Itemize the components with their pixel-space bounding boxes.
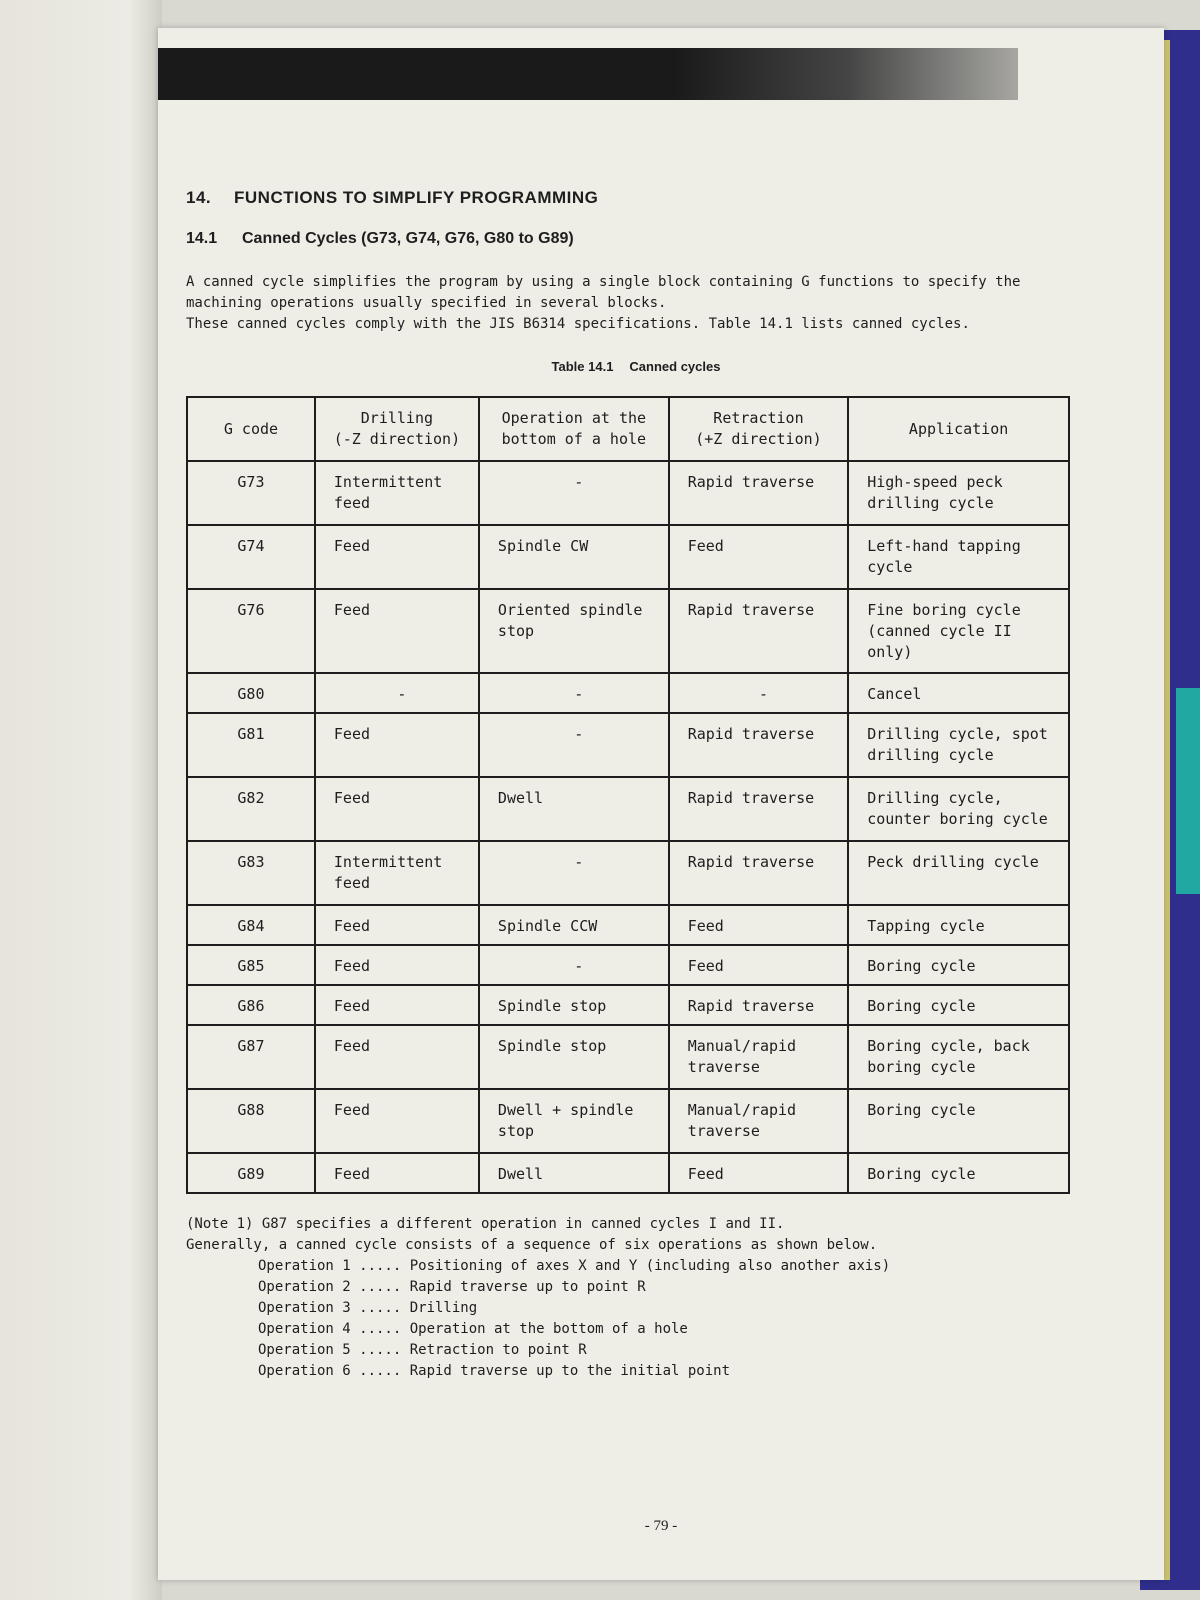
cell-application: Drilling cycle, spot drilling cycle: [848, 713, 1069, 777]
cell-code: G81: [187, 713, 315, 777]
header-drilling: Drilling (-Z direction): [315, 397, 479, 461]
cell-bottom: Dwell: [479, 1153, 669, 1193]
cell-drilling: Feed: [315, 945, 479, 985]
cell-application: High-speed peck drilling cycle: [848, 461, 1069, 525]
table-row: [187, 673, 1069, 713]
section-heading: [186, 188, 1086, 208]
header-g-code: G code: [187, 397, 315, 461]
cell-retraction: Manual/rapid traverse: [669, 1089, 848, 1153]
operation-item: Operation 3 ..... Drilling: [258, 1300, 478, 1316]
subsection-title: Canned Cycles (G73, G74, G76, G80 to G89): [242, 230, 574, 247]
cell-application: Boring cycle: [848, 985, 1069, 1025]
subsection-heading: [186, 230, 1086, 248]
cell-application: Boring cycle: [848, 1153, 1069, 1193]
header-band: [158, 48, 1018, 100]
cell-drilling: Feed: [315, 713, 479, 777]
intro-line: These canned cycles comply with the JIS B6314 specifications. Table 14.1 lists canned cycles.: [186, 316, 970, 332]
cell-drilling: Feed: [315, 1089, 479, 1153]
cell-application: Drilling cycle, counter boring cycle: [848, 777, 1069, 841]
canned-cycles-table: [186, 396, 1070, 1194]
cell-drilling: Feed: [315, 1025, 479, 1089]
table-row: [187, 777, 1069, 841]
cell-retraction: Feed: [669, 525, 848, 589]
table-caption: [186, 359, 1086, 374]
cell-retraction: Rapid traverse: [669, 777, 848, 841]
cell-code: G76: [187, 589, 315, 673]
cell-bottom: -: [479, 713, 669, 777]
table-note: (Note 1) G87 specifies a different operation in canned cycles I and II.: [186, 1216, 785, 1232]
table-row: [187, 1153, 1069, 1193]
table-caption-title: Canned cycles: [629, 359, 721, 374]
cell-drilling: -: [315, 673, 479, 713]
cell-code: G80: [187, 673, 315, 713]
cell-bottom: Dwell + spindle stop: [479, 1089, 669, 1153]
table-row: [187, 1025, 1069, 1089]
cell-application: Boring cycle: [848, 945, 1069, 985]
intro-paragraph: [186, 272, 1086, 335]
cell-code: G73: [187, 461, 315, 525]
table-row: [187, 1089, 1069, 1153]
intro-line: machining operations usually specified in several blocks.: [186, 295, 667, 311]
cell-drilling: Feed: [315, 905, 479, 945]
intro-line: A canned cycle simplifies the program by using a single block containing G functions to specify the: [186, 274, 1021, 290]
cell-drilling: Feed: [315, 777, 479, 841]
cell-bottom: -: [479, 673, 669, 713]
cell-drilling: Feed: [315, 525, 479, 589]
cell-drilling: Feed: [315, 589, 479, 673]
cell-application: Left-hand tapping cycle: [848, 525, 1069, 589]
cell-code: G84: [187, 905, 315, 945]
operation-item: Operation 1 ..... Positioning of axes X and Y (including also another axis): [258, 1258, 891, 1274]
cell-retraction: Rapid traverse: [669, 713, 848, 777]
header-retraction: Retraction (+Z direction): [669, 397, 848, 461]
cell-bottom: Oriented spindle stop: [479, 589, 669, 673]
notes-section: [186, 1214, 1086, 1382]
cell-bottom: -: [479, 461, 669, 525]
cell-drilling: Feed: [315, 1153, 479, 1193]
general-description: Generally, a canned cycle consists of a sequence of six operations as shown below.: [186, 1237, 878, 1253]
cell-bottom: -: [479, 841, 669, 905]
cell-drilling: Intermittent feed: [315, 841, 479, 905]
cell-code: G83: [187, 841, 315, 905]
cell-retraction: Rapid traverse: [669, 589, 848, 673]
cell-code: G86: [187, 985, 315, 1025]
page-number: - 79 -: [644, 1518, 678, 1534]
cell-bottom: Spindle CW: [479, 525, 669, 589]
cell-application: Cancel: [848, 673, 1069, 713]
cell-retraction: Feed: [669, 905, 848, 945]
table-caption-number: Table 14.1: [551, 359, 614, 374]
cell-retraction: Feed: [669, 1153, 848, 1193]
table-row: [187, 945, 1069, 985]
cell-code: G89: [187, 1153, 315, 1193]
cell-code: G88: [187, 1089, 315, 1153]
cell-application: Boring cycle, back boring cycle: [848, 1025, 1069, 1089]
table-row: [187, 713, 1069, 777]
cell-retraction: Feed: [669, 945, 848, 985]
section-title: FUNCTIONS TO SIMPLIFY PROGRAMMING: [234, 188, 599, 207]
cell-application: Boring cycle: [848, 1089, 1069, 1153]
cell-retraction: Rapid traverse: [669, 461, 848, 525]
cell-application: Fine boring cycle (canned cycle II only): [848, 589, 1069, 673]
subsection-number: 14.1: [186, 230, 218, 247]
table-header-row: [187, 397, 1069, 461]
cell-retraction: Rapid traverse: [669, 985, 848, 1025]
operation-item: Operation 2 ..... Rapid traverse up to point R: [258, 1279, 646, 1295]
section-number: 14.: [186, 188, 212, 207]
facing-page-edge: [0, 0, 162, 1600]
cell-code: G87: [187, 1025, 315, 1089]
header-bottom-operation: Operation at the bottom of a hole: [479, 397, 669, 461]
cell-application: Tapping cycle: [848, 905, 1069, 945]
table-row: [187, 985, 1069, 1025]
operation-item: Operation 5 ..... Retraction to point R: [258, 1342, 587, 1358]
cell-bottom: Dwell: [479, 777, 669, 841]
page-content: [186, 188, 1086, 1382]
cell-bottom: Spindle CCW: [479, 905, 669, 945]
table-row: [187, 525, 1069, 589]
cell-code: G74: [187, 525, 315, 589]
cell-code: G82: [187, 777, 315, 841]
cell-drilling: Feed: [315, 985, 479, 1025]
cell-bottom: -: [479, 945, 669, 985]
operation-item: Operation 6 ..... Rapid traverse up to the initial point: [258, 1363, 731, 1379]
operation-item: Operation 4 ..... Operation at the bottom of a hole: [258, 1321, 688, 1337]
cell-bottom: Spindle stop: [479, 985, 669, 1025]
table-row: [187, 589, 1069, 673]
cell-retraction: Rapid traverse: [669, 841, 848, 905]
operations-list: [258, 1256, 1086, 1382]
document-page: [158, 28, 1164, 1580]
header-application: Application: [848, 397, 1069, 461]
cell-drilling: Intermittent feed: [315, 461, 479, 525]
cell-retraction: -: [669, 673, 848, 713]
index-tab: [1176, 688, 1200, 894]
cell-retraction: Manual/rapid traverse: [669, 1025, 848, 1089]
table-row: [187, 841, 1069, 905]
cell-application: Peck drilling cycle: [848, 841, 1069, 905]
table-row: [187, 905, 1069, 945]
table-row: [187, 461, 1069, 525]
cell-code: G85: [187, 945, 315, 985]
cell-bottom: Spindle stop: [479, 1025, 669, 1089]
